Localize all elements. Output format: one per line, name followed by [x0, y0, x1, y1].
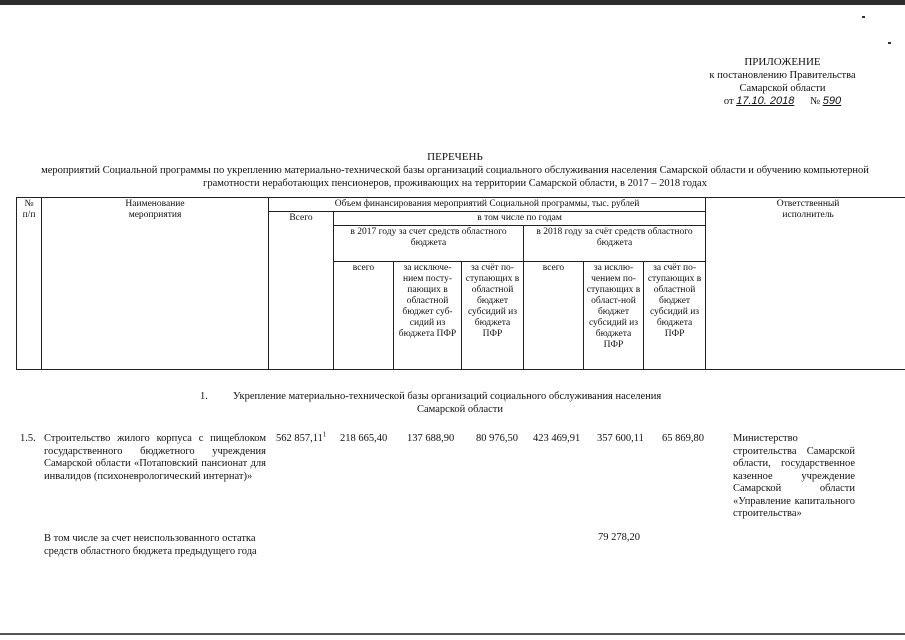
header-pp: п/п [22, 210, 36, 220]
header-2018: в 2018 году за счёт средств областного бюджета [524, 226, 706, 262]
section-heading [200, 390, 700, 416]
header-2017-excl: за исключе-нием посту-пающих в областной бюджет суб-сидий из бюджета ПФР [394, 262, 462, 370]
header-by-years: в том числе по годам [334, 212, 706, 226]
header-2018-pfr: за счёт по-ступающих в областной бюджет субсидий из бюджета ПФР [644, 262, 706, 370]
section-number: 1. [200, 391, 208, 402]
perechen-title: ПЕРЕЧЕНЬ [427, 151, 483, 163]
header-name-cell [42, 198, 269, 370]
appendix-block [680, 56, 885, 108]
appendix-title: ПРИЛОЖЕНИЕ [744, 56, 821, 68]
header-2018-total: всего [524, 262, 584, 370]
header-2017-pfr: за счёт по-ступающих в областной бюджет субсидий из бюджета ПФР [462, 262, 524, 370]
header-total: Всего [269, 212, 334, 370]
section-title-1: Укрепление материально-технической базы организаций социального обслуживания населения [233, 391, 662, 402]
row-total-value: 562 857,11 [276, 433, 323, 444]
header-number: № [24, 199, 34, 209]
handwritten-date: 17.10. 2018 [736, 95, 795, 107]
header-2017-total: всего [334, 262, 394, 370]
row-executor: Министерство строительства Самарской области, государственное казенное учреждение Самарской области «Управление капитального строительства» [733, 433, 855, 519]
header-number-cell [17, 198, 42, 370]
note-text: В том числе за счет неиспользованного остатка средств областного бюджета предыдущего года [44, 533, 257, 557]
scan-speck [888, 42, 891, 44]
number-label: № [810, 96, 821, 107]
scan-bottom-border [0, 633, 905, 635]
header-volume: Объем финансирования мероприятий Социальной программы, тыс. рублей [269, 198, 706, 212]
row-total-footnote: 1 [322, 430, 327, 439]
section-title-2: Самарской области [417, 404, 503, 415]
row-total [276, 430, 327, 444]
header-executor-2: исполнитель [782, 210, 834, 220]
row-number: 1.5. [20, 433, 36, 444]
financing-table-header [16, 197, 905, 370]
header-name-2: мероприятия [128, 210, 182, 220]
row-2017-pfr: 80 976,50 [476, 433, 518, 444]
row-2018-excl: 357 600,11 [597, 433, 644, 444]
header-executor-cell [706, 198, 905, 370]
handwritten-number: 590 [822, 95, 842, 107]
header-2017: в 2017 году за счет средств областного бюджета [334, 226, 524, 262]
appendix-line-2: Самарской области [739, 83, 826, 94]
row-2018-pfr: 65 869,80 [662, 433, 704, 444]
appendix-line-1: к постановлению Правительства [709, 70, 856, 81]
row-2017-excl: 137 688,90 [407, 433, 455, 444]
appendix-date-line [680, 95, 885, 108]
row-2017-total: 218 665,40 [340, 433, 388, 444]
from-label: от [723, 96, 734, 107]
perechen-subtitle: мероприятий Социальной программы по укреплению материально-технической базы организаций социального обслуживания населения Самарской области и обучению компьютерной грамотности неработающих пенсионеров, проживающих на территории Самарской области, в 2017 – 2018 годах [41, 165, 869, 189]
header-2018-excl: за исклю-чением по-ступающих в област-ной бюджет субсидий из бюджета ПФР [584, 262, 644, 370]
scan-speck [862, 16, 865, 18]
header-executor-1: Ответственный [776, 199, 840, 209]
row-2018-total: 423 469,91 [533, 433, 581, 444]
scan-top-border [0, 0, 905, 5]
row-name: Строительство жилого корпуса с пищеблоком государственного бюджетного учреждения Самарской области «Потаповский пансионат для инвалидов (психоневрологический интернат)» [44, 433, 266, 482]
header-name-1: Наименование [125, 199, 185, 209]
note-value: 79 278,20 [598, 532, 640, 543]
